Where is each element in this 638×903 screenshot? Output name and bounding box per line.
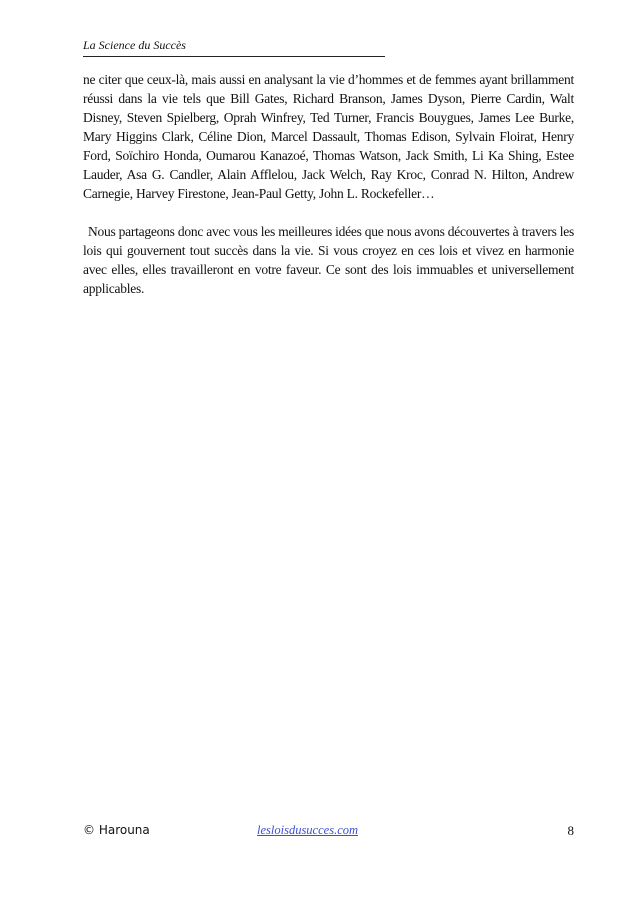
main-text bbox=[83, 70, 574, 298]
paragraph: ne citer que ceux-là, mais aussi en analysant la vie d’hommes et de femmes ayant brillamment réussi dans la vie tels que Bill Gates, Richard Branson, James Dyson, Pierre Cardin, Walt Disney, Steven Spielberg, Oprah Winfrey, Ted Turner, Francis Bouygues, James Lee Burke, Mary Higgins Clark, Céline Dion, Marcel Dassault, Thomas Edison, Sylvain Floirat, Henry Ford, Soïchiro Honda, Oumarou Kanazoé, Thomas Watson, Jack Smith, Li Ka Shing, Estee Lauder, Asa G. Candler, Alain Afflelou, Jack Welch, Ray Kroc, Conrad N. Hilton, Andrew Carnegie, Harvey Firestone, Jean-Paul Getty, John L. Rockefeller… bbox=[83, 72, 574, 201]
page-footer bbox=[83, 823, 574, 841]
paragraph: Nous partageons donc avec vous les meilleures idées que nous avons découvertes à travers les lois qui gouvernent tout succès dans la vie. Si vous croyez en ces lois et vivez en harmonie avec elles, elles travailleront en votre faveur. Ce sont des lois immuables et universellement applicables. bbox=[83, 224, 574, 296]
footer-website-link[interactable]: lesloisdusucces.com bbox=[257, 823, 359, 837]
footer-author: © Harouna bbox=[83, 823, 150, 837]
running-header: La Science du Succès bbox=[83, 37, 385, 57]
page-number: 8 bbox=[567, 823, 574, 838]
